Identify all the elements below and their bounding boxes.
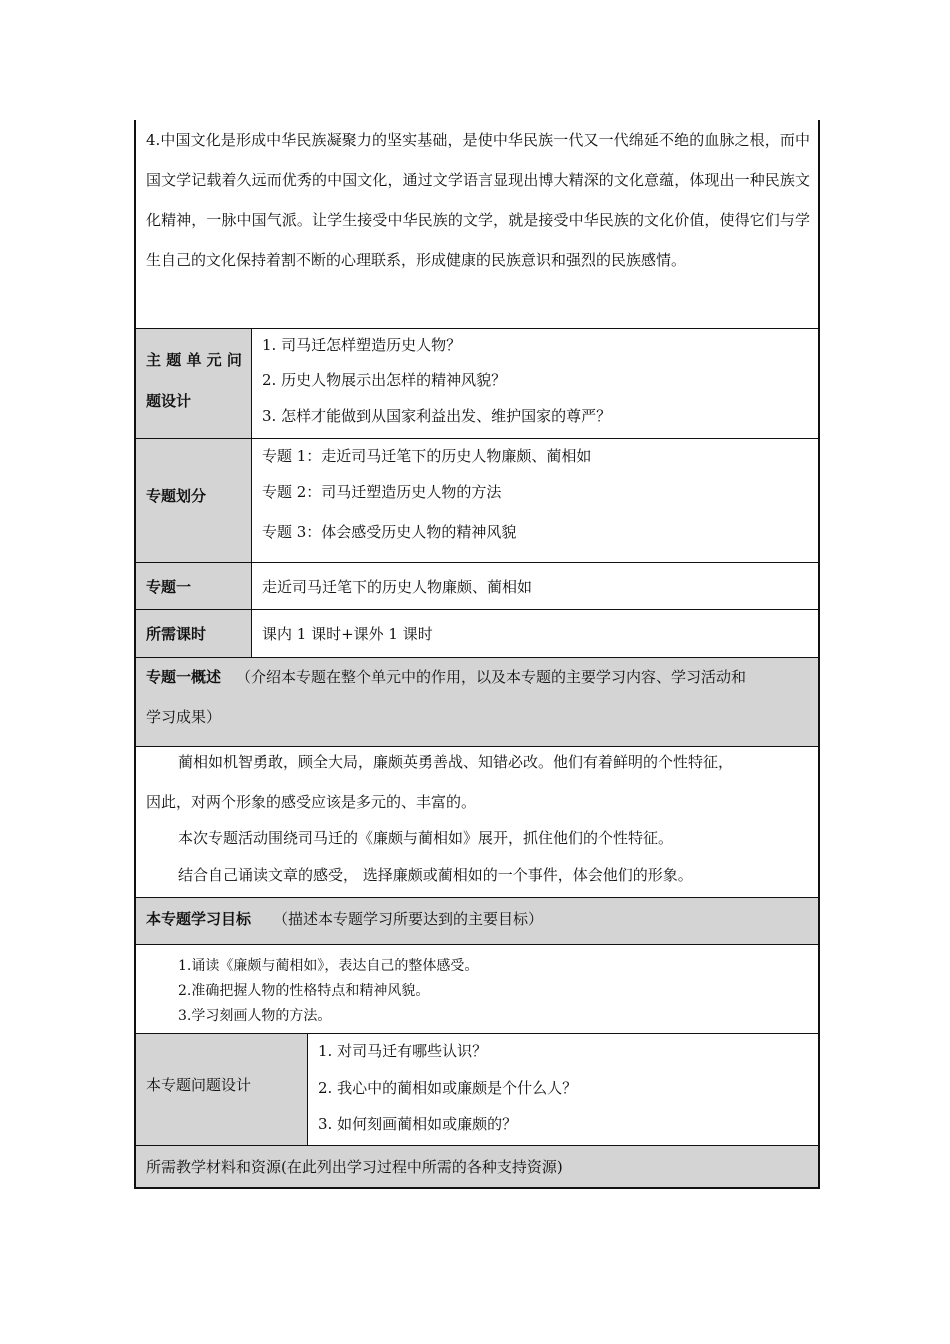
goal-item: 3.学习刻画人物的方法。	[178, 1008, 332, 1024]
unit-questions-row	[136, 328, 818, 438]
topic-item: 专题 2：司马迁塑造历史人物的方法	[262, 483, 502, 501]
topic-questions-label	[136, 1034, 308, 1145]
overview-para1-line2: 因此，对两个形象的感受应该是多元的、丰富的。	[146, 793, 477, 811]
intro-text: 4.中国文化是形成中华民族凝聚力的坚实基础，是使中华民族一代又一代绵延不绝的血脉之根，而中国文学记载着久远而优秀的中国文化，通过文学语言显现出博大精深的文化意蕴，体现出一种民族文化精神，一脉中国气派。让学生接受中华民族的文学，就是接受中华民族的文化价值，使得它们与学生自己的文化保持着割不断的心理联系，形成健康的民族意识和强烈的民族感情。	[146, 131, 810, 269]
topic-questions-list	[308, 1034, 818, 1145]
resources-heading: 所需教学材料和资源(在此列出学习过程中所需的各种支持资源)	[146, 1158, 563, 1176]
unit-questions-list	[252, 329, 818, 438]
goals-body-row	[136, 944, 818, 1033]
topic-questions-label-text: 本专题问题设计	[146, 1076, 252, 1094]
topic-questions-row	[136, 1033, 818, 1145]
overview-para2: 本次专题活动围绕司马迁的《廉颇与蔺相如》展开，抓住他们的个性特征。	[178, 829, 674, 847]
overview-heading-row	[136, 657, 818, 746]
hours-value-cell	[252, 610, 818, 657]
overview-note-line2: 学习成果）	[146, 708, 222, 726]
topics-row	[136, 438, 818, 562]
unit-question-item: 1. 司马迁怎样塑造历史人物？	[262, 336, 462, 354]
intro-row	[136, 120, 818, 328]
topic-item: 专题 1：走近司马迁笔下的历史人物廉颇、蔺相如	[262, 447, 592, 465]
unit-questions-label-line2: 题设计	[146, 392, 192, 410]
overview-para1-line1: 蔺相如机智勇敢，顾全大局，廉颇英勇善战、知错必改。他们有着鲜明的个性特征，	[178, 753, 734, 771]
goal-item: 2.准确把握人物的性格特点和精神风貌。	[178, 983, 430, 999]
goals-heading: 本专题学习目标	[146, 910, 252, 928]
unit-question-item: 2. 历史人物展示出怎样的精神风貌？	[262, 371, 507, 389]
topic-question-item: 1. 对司马迁有哪些认识？	[318, 1042, 488, 1060]
topic1-row	[136, 562, 818, 609]
lesson-plan-table	[134, 120, 820, 1189]
hours-label	[136, 610, 252, 657]
hours-row	[136, 609, 818, 657]
topic1-value: 走近司马迁笔下的历史人物廉颇、蔺相如	[262, 578, 533, 596]
overview-para3: 结合自己诵读文章的感受， 选择廉颇或蔺相如的一个事件，体会他们的形象。	[178, 866, 693, 884]
unit-questions-label-line1: 主 题 单 元 问	[146, 351, 242, 369]
goals-heading-row	[136, 897, 818, 944]
hours-label-text: 所需课时	[146, 625, 207, 643]
topic1-value-cell	[252, 563, 818, 609]
unit-questions-label	[136, 329, 252, 438]
resources-row	[136, 1145, 818, 1187]
topics-label-text: 专题划分	[146, 487, 207, 505]
topics-list	[252, 439, 818, 562]
goals-note: （描述本专题学习所要达到的主要目标）	[273, 910, 544, 928]
topic-question-item: 2. 我心中的蔺相如或廉颇是个什么人？	[318, 1079, 578, 1097]
overview-note-line1: （介绍本专题在整个单元中的作用，以及本专题的主要学习内容、学习活动和	[236, 668, 747, 686]
overview-heading: 专题一概述	[146, 668, 222, 686]
topic1-label-text: 专题一	[146, 578, 192, 596]
goal-item: 1.诵读《廉颇与蔺相如》，表达自己的整体感受。	[178, 958, 479, 974]
overview-body-row	[136, 746, 818, 897]
topics-label	[136, 439, 252, 562]
hours-value: 课内 1 课时+课外 1 课时	[262, 625, 433, 643]
topic1-label	[136, 563, 252, 609]
topic-item: 专题 3：体会感受历史人物的精神风貌	[262, 523, 517, 541]
topic-question-item: 3. 如何刻画蔺相如或廉颇的？	[318, 1115, 518, 1133]
unit-question-item: 3. 怎样才能做到从国家利益出发、维护国家的尊严？	[262, 407, 612, 425]
